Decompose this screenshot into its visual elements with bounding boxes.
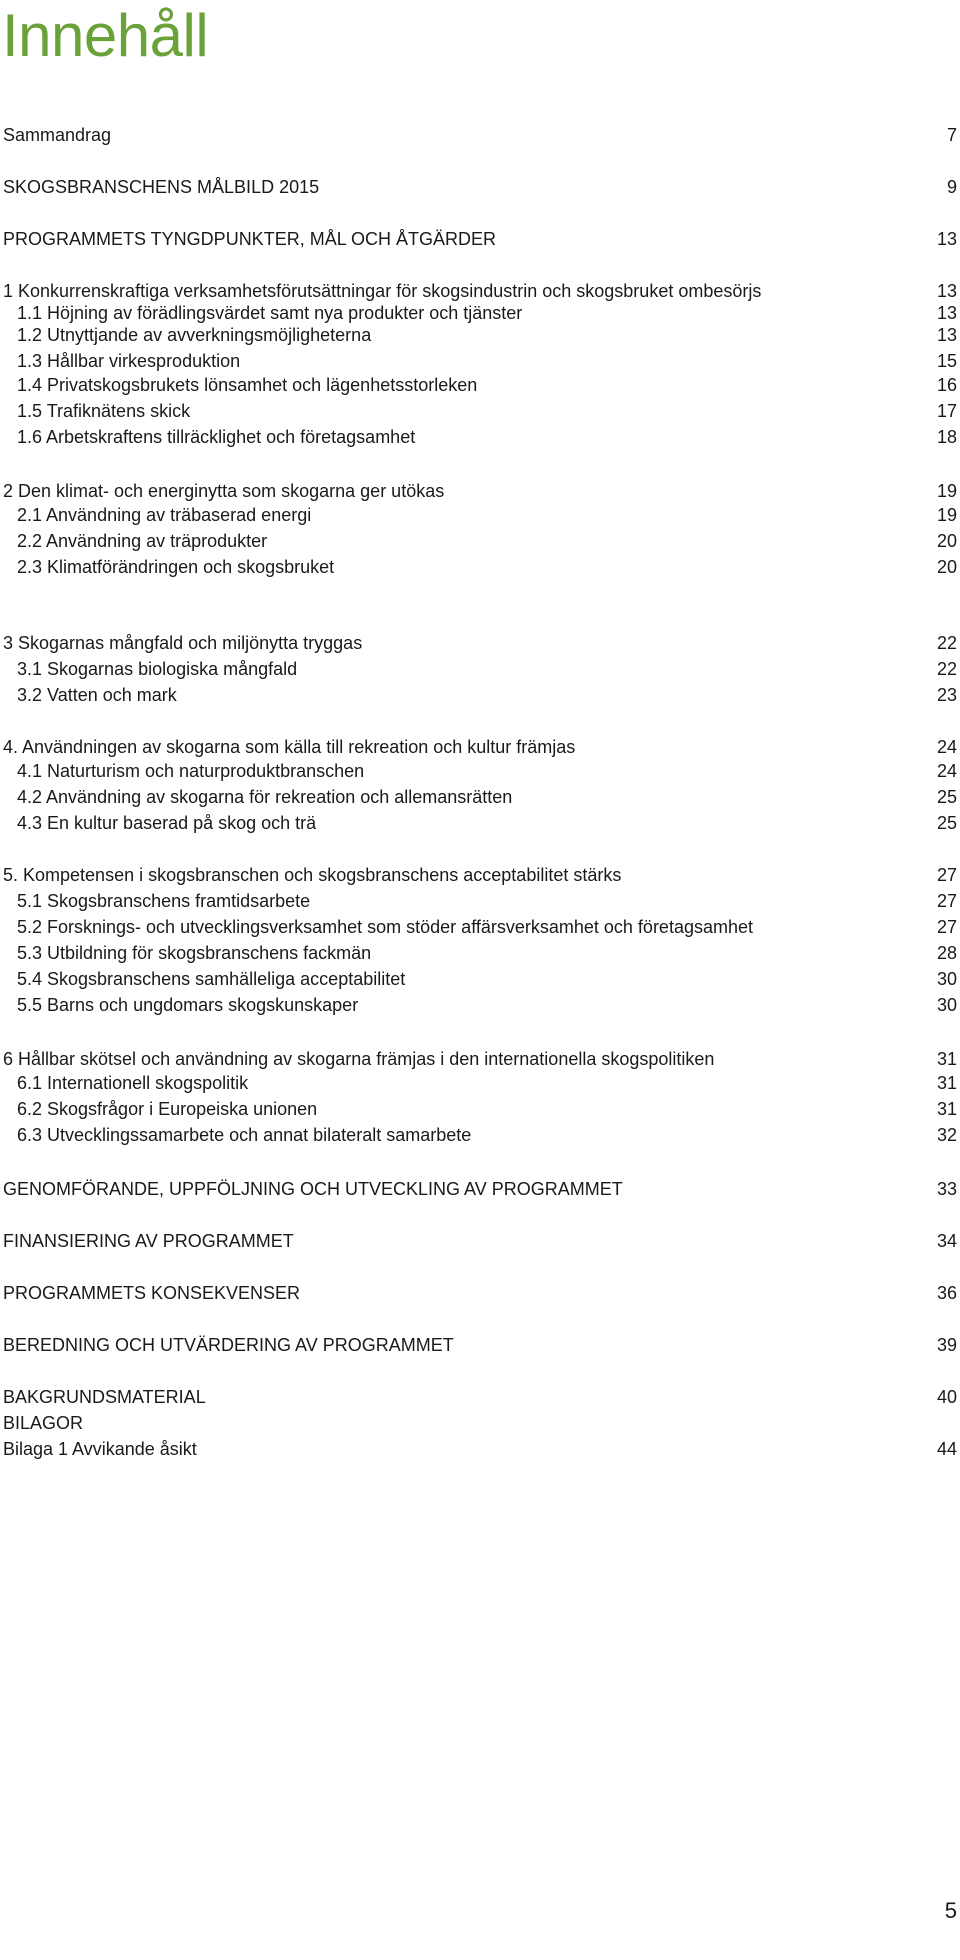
toc-entry: [3, 684, 957, 706]
toc-entry-label: 6.1 Internationell skogspolitik: [17, 1073, 249, 1093]
toc-entry-label: Bilaga 1 Avvikande åsikt: [3, 1439, 197, 1459]
toc-entry-page: 27: [936, 891, 957, 911]
toc-entry-label: 2.3 Klimatförändringen och skogsbruket: [17, 557, 335, 577]
toc-entry-page: 25: [936, 813, 957, 833]
toc-entry-label: 4. Användningen av skogarna som källa till rekreation och kultur främjas: [3, 737, 576, 757]
toc-entry: [3, 530, 957, 552]
toc-entry-page: 20: [936, 557, 957, 577]
toc-entry: [3, 916, 957, 938]
toc-entry: [3, 302, 957, 324]
toc-entry-page: 22: [936, 633, 957, 653]
toc-entry-label: 5.2 Forsknings- och utvecklingsverksamhet som stöder affärsverksamhet och företagsamhet: [17, 917, 753, 937]
toc-entry-label: BILAGOR: [3, 1413, 84, 1433]
toc-entry-label: 6.2 Skogsfrågor i Europeiska unionen: [17, 1099, 318, 1119]
toc-entry-label: 4.2 Användning av skogarna för rekreation och allemansrätten: [17, 787, 513, 807]
toc-entry-label: PROGRAMMETS KONSEKVENSER: [3, 1283, 301, 1303]
toc-entry-page: 44: [936, 1439, 957, 1459]
toc-entry-page: 13: [936, 281, 957, 301]
toc-entry-label: 3.2 Vatten och mark: [17, 685, 177, 705]
toc-entry-label: 1.2 Utnyttjande av avverkningsmöjligheterna: [17, 325, 372, 345]
toc-entry: [3, 426, 957, 448]
toc-entry: [3, 324, 957, 346]
toc-entry-label: BAKGRUNDSMATERIAL: [3, 1387, 206, 1407]
toc-entry-label: 1.5 Trafiknätens skick: [17, 401, 191, 421]
toc-entry-page: 20: [936, 531, 957, 551]
toc-entry-page: 7: [946, 125, 957, 145]
toc-entry-page: 22: [936, 659, 957, 679]
toc-entry-page: 19: [936, 481, 957, 501]
toc-entry: [3, 1098, 957, 1120]
toc-entry-page: 9: [946, 177, 957, 197]
toc-entry-label: PROGRAMMETS TYNGDPUNKTER, MÅL OCH ÅTGÄRDER: [3, 229, 497, 249]
toc-entry: [3, 1048, 957, 1070]
toc-entry-page: 19: [936, 505, 957, 525]
toc-entry-page: 31: [936, 1099, 957, 1119]
toc-entry-label: SKOGSBRANSCHENS MÅLBILD 2015: [3, 177, 320, 197]
toc-entry-page: 24: [936, 737, 957, 757]
toc-entry-label: 3.1 Skogarnas biologiska mångfald: [17, 659, 298, 679]
toc-entry-label: 6 Hållbar skötsel och användning av skogarna främjas i den internationella skogspolitiken: [3, 1049, 715, 1069]
toc-entry-page: 33: [936, 1179, 957, 1199]
toc-entry: [3, 280, 957, 302]
toc-entry-page: 18: [936, 427, 957, 447]
toc-entry-page: 13: [936, 303, 957, 323]
toc-entry-page: 34: [936, 1231, 957, 1251]
toc-entry-label: 1.1 Höjning av förädlingsvärdet samt nya produkter och tjänster: [17, 303, 523, 323]
toc-entry: [3, 504, 957, 526]
toc-entry: [3, 994, 957, 1016]
toc-entry-label: 5.5 Barns och ungdomars skogskunskaper: [17, 995, 359, 1015]
toc-entry-label: 4.3 En kultur baserad på skog och trä: [17, 813, 317, 833]
toc-entry-label: FINANSIERING AV PROGRAMMET: [3, 1231, 294, 1251]
toc-entry: [3, 632, 957, 654]
toc-entry-label: 1 Konkurrenskraftiga verksamhetsförutsättningar för skogsindustrin och skogsbruket ombesörjs: [3, 281, 762, 301]
toc-entry-label: 4.1 Naturturism och naturproduktbranschen: [17, 761, 365, 781]
toc-entry: [3, 374, 957, 396]
toc-entry-page: 28: [936, 943, 957, 963]
toc-entry-label: 5.4 Skogsbranschens samhälleliga acceptabilitet: [17, 969, 406, 989]
toc-entry-label: Sammandrag: [3, 125, 112, 145]
toc-entry-page: 13: [936, 325, 957, 345]
toc-entry-label: 6.3 Utvecklingssamarbete och annat bilateralt samarbete: [17, 1125, 472, 1145]
toc-entry-label: 5.3 Utbildning för skogsbranschens fackmän: [17, 943, 372, 963]
toc-entry-label: 1.6 Arbetskraftens tillräcklighet och företagsamhet: [17, 427, 416, 447]
toc-entry: [3, 1386, 957, 1408]
toc-entry: [3, 1072, 957, 1094]
toc-entry-label: 1.4 Privatskogsbrukets lönsamhet och lägenhetsstorleken: [17, 375, 478, 395]
toc-entry-page: 16: [936, 375, 957, 395]
toc-entry: [3, 400, 957, 422]
toc-entry: [3, 350, 957, 372]
toc-entry: [3, 1334, 957, 1356]
toc-entry-page: 15: [936, 351, 957, 371]
page-number: 5: [944, 1898, 957, 1923]
toc-entry: [3, 864, 957, 886]
toc-entry-page: 36: [936, 1283, 957, 1303]
toc-entry-page: 23: [936, 685, 957, 705]
toc-entry: [3, 968, 957, 990]
toc-entry-label: 2.2 Användning av träprodukter: [17, 531, 268, 551]
toc-entry-label: 1.3 Hållbar virkesproduktion: [17, 351, 241, 371]
toc-entry-label: 3 Skogarnas mångfald och miljönytta tryggas: [3, 633, 363, 653]
toc-entry-label: GENOMFÖRANDE, UPPFÖLJNING OCH UTVECKLING AV PROGRAMMET: [3, 1179, 623, 1199]
toc-entry: [3, 1438, 957, 1460]
toc-entry-page: 32: [936, 1125, 957, 1145]
toc-entry-page: 25: [936, 787, 957, 807]
toc-entry-page: 24: [936, 761, 957, 781]
toc-entry: [3, 736, 957, 758]
toc-entry-label: 5.1 Skogsbranschens framtidsarbete: [17, 891, 311, 911]
toc-entry: [3, 176, 957, 198]
toc-entry: [3, 228, 957, 250]
toc-entry: [3, 1178, 957, 1200]
toc-entry-page: 40: [936, 1387, 957, 1407]
toc-entry-page: 39: [936, 1335, 957, 1355]
toc-entry-label: BEREDNING OCH UTVÄRDERING AV PROGRAMMET: [3, 1335, 454, 1355]
toc-entry-page: 17: [936, 401, 957, 421]
toc-entry-label: 2.1 Användning av träbaserad energi: [17, 505, 312, 525]
toc-entry: [3, 480, 957, 502]
toc-entry: [3, 1124, 957, 1146]
toc-entry-label: 5. Kompetensen i skogsbranschen och skogsbranschens acceptabilitet stärks: [3, 865, 622, 885]
toc-entry: [3, 890, 957, 912]
toc-entry-page: 31: [936, 1073, 957, 1093]
toc-entry-page: 27: [936, 865, 957, 885]
toc-entry: [3, 1230, 957, 1252]
toc-entry: [3, 124, 957, 146]
toc-entry: [3, 556, 957, 578]
toc-entry: [3, 760, 957, 782]
toc-entry-page: 31: [936, 1049, 957, 1069]
toc-entry: [3, 1412, 957, 1434]
toc-entry-label: 2 Den klimat- och energinytta som skogarna ger utökas: [3, 481, 445, 501]
toc-entry: [3, 812, 957, 834]
toc-entry-page: 30: [936, 969, 957, 989]
toc-entry: [3, 786, 957, 808]
toc-entry: [3, 1282, 957, 1304]
toc-entry-page: 27: [936, 917, 957, 937]
toc-entry: [3, 942, 957, 964]
toc-entry-page: 30: [936, 995, 957, 1015]
toc-entry: [3, 658, 957, 680]
page-title: Innehåll: [2, 2, 209, 69]
toc-entry-page: 13: [936, 229, 957, 249]
